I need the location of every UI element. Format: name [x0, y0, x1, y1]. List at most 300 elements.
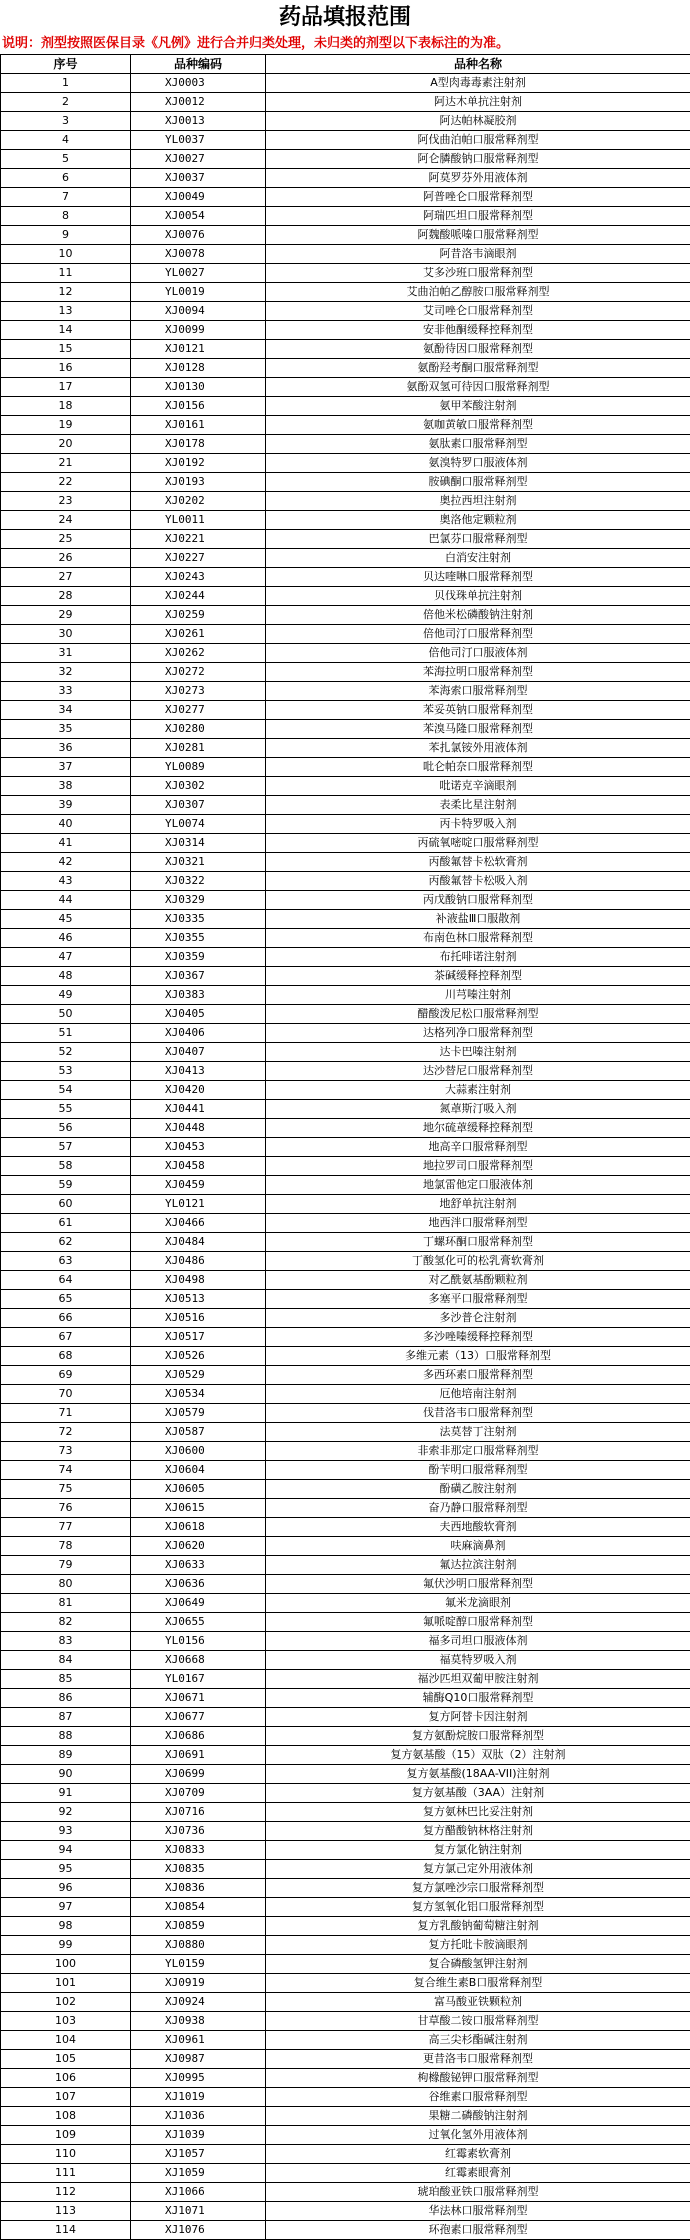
row-serial: 109	[1, 2126, 131, 2145]
row-code: XJ0987	[131, 2050, 266, 2069]
row-code: XJ0600	[131, 1442, 266, 1461]
row-serial: 99	[1, 1936, 131, 1955]
row-name: 氟米龙滴眼剂	[266, 1594, 690, 1613]
table-row	[1, 1860, 690, 1879]
table-row	[1, 967, 690, 986]
row-serial: 98	[1, 1917, 131, 1936]
row-serial: 92	[1, 1803, 131, 1822]
row-name: 苯溴马隆口服常释剂型	[266, 720, 690, 739]
row-code: XJ0192	[131, 454, 266, 473]
table-row	[1, 264, 690, 283]
row-serial: 107	[1, 2088, 131, 2107]
row-code: XJ0995	[131, 2069, 266, 2088]
row-serial: 60	[1, 1195, 131, 1214]
row-serial: 49	[1, 986, 131, 1005]
row-name: 吡仑帕奈口服常释剂型	[266, 758, 690, 777]
row-code: XJ0691	[131, 1746, 266, 1765]
row-name: 丙卡特罗吸入剂	[266, 815, 690, 834]
row-name: 达沙替尼口服常释剂型	[266, 1062, 690, 1081]
row-code: XJ0699	[131, 1765, 266, 1784]
row-name: 伐昔洛韦口服常释剂型	[266, 1404, 690, 1423]
row-serial: 83	[1, 1632, 131, 1651]
row-name: 福多司坦口服液体剂	[266, 1632, 690, 1651]
row-code: XJ0604	[131, 1461, 266, 1480]
row-name: 奥洛他定颗粒剂	[266, 511, 690, 530]
row-serial: 14	[1, 321, 131, 340]
row-name: 丙酸氟替卡松软膏剂	[266, 853, 690, 872]
table-body	[1, 74, 690, 2240]
row-name: 多西环素口服常释剂型	[266, 1366, 690, 1385]
row-code: XJ0620	[131, 1537, 266, 1556]
header-serial: 序号	[1, 55, 131, 74]
table-row	[1, 188, 690, 207]
row-code: XJ0405	[131, 1005, 266, 1024]
row-serial: 46	[1, 929, 131, 948]
row-code: XJ0406	[131, 1024, 266, 1043]
row-code: XJ0498	[131, 1271, 266, 1290]
table-row	[1, 2107, 690, 2126]
row-code: YL0011	[131, 511, 266, 530]
row-name: 氨咖黄敏口服常释剂型	[266, 416, 690, 435]
row-serial: 51	[1, 1024, 131, 1043]
row-serial: 12	[1, 283, 131, 302]
row-name: 贝达喹啉口服常释剂型	[266, 568, 690, 587]
row-name: 倍他米松磷酸钠注射剂	[266, 606, 690, 625]
row-serial: 102	[1, 1993, 131, 2012]
table-row	[1, 1575, 690, 1594]
table-row	[1, 758, 690, 777]
row-code: XJ0321	[131, 853, 266, 872]
table-row	[1, 74, 690, 93]
row-code: XJ0221	[131, 530, 266, 549]
table-row	[1, 1461, 690, 1480]
row-name: 川芎嗪注射剂	[266, 986, 690, 1005]
row-code: XJ0671	[131, 1689, 266, 1708]
row-serial: 1	[1, 74, 131, 93]
row-serial: 56	[1, 1119, 131, 1138]
row-serial: 87	[1, 1708, 131, 1727]
row-serial: 45	[1, 910, 131, 929]
row-serial: 30	[1, 625, 131, 644]
row-code: XJ0484	[131, 1233, 266, 1252]
row-name: 丙硫氧嘧啶口服常释剂型	[266, 834, 690, 853]
table-row	[1, 777, 690, 796]
row-name: 复方氨基酸(18AA-VII)注射剂	[266, 1765, 690, 1784]
row-code: XJ0027	[131, 150, 266, 169]
row-code: XJ0359	[131, 948, 266, 967]
row-code: XJ0329	[131, 891, 266, 910]
table-row	[1, 948, 690, 967]
row-serial: 10	[1, 245, 131, 264]
row-name: 阿普唑仑口服常释剂型	[266, 188, 690, 207]
row-serial: 55	[1, 1100, 131, 1119]
table-row	[1, 1157, 690, 1176]
table-row	[1, 1784, 690, 1803]
table-row	[1, 1765, 690, 1784]
row-serial: 114	[1, 2221, 131, 2240]
row-code: XJ0924	[131, 1993, 266, 2012]
row-name: 酚磺乙胺注射剂	[266, 1480, 690, 1499]
table-row	[1, 1062, 690, 1081]
table-row	[1, 1708, 690, 1727]
table-row	[1, 1043, 690, 1062]
row-code: XJ0244	[131, 587, 266, 606]
table-row	[1, 1651, 690, 1670]
table-row	[1, 568, 690, 587]
row-code: XJ0486	[131, 1252, 266, 1271]
row-name: 氨溴特罗口服液体剂	[266, 454, 690, 473]
row-code: YL0037	[131, 131, 266, 150]
page-title: 药品填报范围	[0, 0, 690, 34]
row-serial: 19	[1, 416, 131, 435]
row-serial: 80	[1, 1575, 131, 1594]
row-name: 阿昔洛韦滴眼剂	[266, 245, 690, 264]
table-row	[1, 1366, 690, 1385]
row-serial: 73	[1, 1442, 131, 1461]
table-row	[1, 283, 690, 302]
row-code: XJ0277	[131, 701, 266, 720]
row-name: 过氧化氢外用液体剂	[266, 2126, 690, 2145]
row-code: XJ0458	[131, 1157, 266, 1176]
row-serial: 53	[1, 1062, 131, 1081]
row-serial: 37	[1, 758, 131, 777]
table-row	[1, 910, 690, 929]
table-row	[1, 815, 690, 834]
row-code: XJ0668	[131, 1651, 266, 1670]
row-name: 复合磷酸氢钾注射剂	[266, 1955, 690, 1974]
table-row	[1, 929, 690, 948]
table-row	[1, 473, 690, 492]
row-serial: 33	[1, 682, 131, 701]
table-row	[1, 1119, 690, 1138]
row-code: XJ0013	[131, 112, 266, 131]
row-serial: 7	[1, 188, 131, 207]
row-serial: 61	[1, 1214, 131, 1233]
row-code: XJ0407	[131, 1043, 266, 1062]
table-row	[1, 1252, 690, 1271]
row-code: XJ0314	[131, 834, 266, 853]
row-serial: 70	[1, 1385, 131, 1404]
row-name: 苯妥英钠口服常释剂型	[266, 701, 690, 720]
row-name: 达格列净口服常释剂型	[266, 1024, 690, 1043]
row-code: XJ0516	[131, 1309, 266, 1328]
row-serial: 112	[1, 2183, 131, 2202]
row-name: 地高辛口服常释剂型	[266, 1138, 690, 1157]
drug-table	[0, 54, 690, 2240]
row-code: YL0167	[131, 1670, 266, 1689]
row-serial: 64	[1, 1271, 131, 1290]
table-row	[1, 2069, 690, 2088]
row-serial: 78	[1, 1537, 131, 1556]
row-serial: 67	[1, 1328, 131, 1347]
row-serial: 3	[1, 112, 131, 131]
table-row	[1, 397, 690, 416]
table-row	[1, 2183, 690, 2202]
table-row	[1, 1613, 690, 1632]
table-row	[1, 2050, 690, 2069]
row-serial: 108	[1, 2107, 131, 2126]
table-row	[1, 245, 690, 264]
row-code: XJ0012	[131, 93, 266, 112]
table-row	[1, 1670, 690, 1689]
row-code: YL0027	[131, 264, 266, 283]
row-name: 氟哌啶醇口服常释剂型	[266, 1613, 690, 1632]
row-code: XJ1071	[131, 2202, 266, 2221]
table-row	[1, 1138, 690, 1157]
row-code: XJ0128	[131, 359, 266, 378]
row-name: 琥珀酸亚铁口服常释剂型	[266, 2183, 690, 2202]
row-name: 倍他司汀口服液体剂	[266, 644, 690, 663]
row-name: 氮䓬斯汀吸入剂	[266, 1100, 690, 1119]
row-serial: 54	[1, 1081, 131, 1100]
row-code: YL0019	[131, 283, 266, 302]
table-row	[1, 169, 690, 188]
row-code: XJ0736	[131, 1822, 266, 1841]
table-row	[1, 321, 690, 340]
row-serial: 52	[1, 1043, 131, 1062]
table-row	[1, 340, 690, 359]
row-code: XJ0579	[131, 1404, 266, 1423]
table-row	[1, 1746, 690, 1765]
row-serial: 62	[1, 1233, 131, 1252]
table-row	[1, 492, 690, 511]
table-row	[1, 853, 690, 872]
row-name: 丁螺环酮口服常释剂型	[266, 1233, 690, 1252]
row-code: XJ0243	[131, 568, 266, 587]
row-serial: 65	[1, 1290, 131, 1309]
row-name: 地拉罗司口服常释剂型	[266, 1157, 690, 1176]
row-code: XJ0633	[131, 1556, 266, 1575]
row-serial: 47	[1, 948, 131, 967]
table-row	[1, 872, 690, 891]
table-row	[1, 549, 690, 568]
row-name: 多沙唑嗪缓释控释剂型	[266, 1328, 690, 1347]
table-row	[1, 226, 690, 245]
row-code: XJ1036	[131, 2107, 266, 2126]
table-row	[1, 663, 690, 682]
row-code: XJ0453	[131, 1138, 266, 1157]
row-name: 丁酸氢化可的松乳膏软膏剂	[266, 1252, 690, 1271]
row-serial: 29	[1, 606, 131, 625]
row-serial: 105	[1, 2050, 131, 2069]
row-name: 非索非那定口服常释剂型	[266, 1442, 690, 1461]
row-serial: 50	[1, 1005, 131, 1024]
row-serial: 39	[1, 796, 131, 815]
row-code: XJ0466	[131, 1214, 266, 1233]
row-serial: 57	[1, 1138, 131, 1157]
row-code: XJ0156	[131, 397, 266, 416]
row-code: XJ0273	[131, 682, 266, 701]
row-code: XJ0513	[131, 1290, 266, 1309]
table-header-row	[1, 55, 690, 74]
row-serial: 22	[1, 473, 131, 492]
note-text: 说明：剂型按照医保目录《凡例》进行合并归类处理，未归类的剂型以下表标注的为准。	[0, 34, 690, 54]
row-serial: 11	[1, 264, 131, 283]
table-row	[1, 378, 690, 397]
table-row	[1, 1005, 690, 1024]
table-row	[1, 1803, 690, 1822]
row-code: XJ0686	[131, 1727, 266, 1746]
row-serial: 15	[1, 340, 131, 359]
row-code: XJ0280	[131, 720, 266, 739]
row-serial: 44	[1, 891, 131, 910]
row-name: 氨肽素口服常释剂型	[266, 435, 690, 454]
table-row	[1, 1556, 690, 1575]
row-code: XJ0302	[131, 777, 266, 796]
row-serial: 88	[1, 1727, 131, 1746]
row-code: XJ0448	[131, 1119, 266, 1138]
table-row	[1, 1347, 690, 1366]
row-serial: 96	[1, 1879, 131, 1898]
row-serial: 82	[1, 1613, 131, 1632]
table-row	[1, 587, 690, 606]
row-name: 更昔洛韦口服常释剂型	[266, 2050, 690, 2069]
row-name: 厄他培南注射剂	[266, 1385, 690, 1404]
row-name: 巴氯芬口服常释剂型	[266, 530, 690, 549]
table-row	[1, 416, 690, 435]
row-code: XJ0534	[131, 1385, 266, 1404]
table-row	[1, 1499, 690, 1518]
row-serial: 69	[1, 1366, 131, 1385]
row-serial: 27	[1, 568, 131, 587]
row-name: 枸橼酸铋钾口服常释剂型	[266, 2069, 690, 2088]
table-row	[1, 112, 690, 131]
row-code: XJ0655	[131, 1613, 266, 1632]
row-name: 多塞平口服常释剂型	[266, 1290, 690, 1309]
table-row	[1, 606, 690, 625]
table-row	[1, 1309, 690, 1328]
row-serial: 13	[1, 302, 131, 321]
row-code: XJ0049	[131, 188, 266, 207]
row-code: XJ0335	[131, 910, 266, 929]
row-name: 复方氯化钠注射剂	[266, 1841, 690, 1860]
table-row	[1, 720, 690, 739]
row-name: 丙戊酸钠口服常释剂型	[266, 891, 690, 910]
row-serial: 43	[1, 872, 131, 891]
row-name: 氟伏沙明口服常释剂型	[266, 1575, 690, 1594]
table-row	[1, 1594, 690, 1613]
table-row	[1, 2088, 690, 2107]
row-name: 阿瑞匹坦口服常释剂型	[266, 207, 690, 226]
table-row	[1, 511, 690, 530]
row-code: XJ0261	[131, 625, 266, 644]
row-serial: 40	[1, 815, 131, 834]
table-row	[1, 1841, 690, 1860]
row-serial: 74	[1, 1461, 131, 1480]
row-code: XJ0193	[131, 473, 266, 492]
row-serial: 113	[1, 2202, 131, 2221]
row-name: 复方氨酚烷胺口服常释剂型	[266, 1727, 690, 1746]
row-code: XJ0178	[131, 435, 266, 454]
row-name: 胺碘酮口服常释剂型	[266, 473, 690, 492]
table-row	[1, 1081, 690, 1100]
row-code: XJ0202	[131, 492, 266, 511]
row-code: XJ0459	[131, 1176, 266, 1195]
row-serial: 18	[1, 397, 131, 416]
table-row	[1, 1214, 690, 1233]
row-code: XJ1057	[131, 2145, 266, 2164]
row-name: 呋麻滴鼻剂	[266, 1537, 690, 1556]
table-row	[1, 1176, 690, 1195]
row-code: XJ0709	[131, 1784, 266, 1803]
table-row	[1, 1727, 690, 1746]
row-name: 贝伐珠单抗注射剂	[266, 587, 690, 606]
table-row	[1, 1936, 690, 1955]
row-code: XJ0854	[131, 1898, 266, 1917]
row-name: 倍他司汀口服常释剂型	[266, 625, 690, 644]
table-row	[1, 1404, 690, 1423]
table-row	[1, 1689, 690, 1708]
row-serial: 101	[1, 1974, 131, 1993]
row-serial: 94	[1, 1841, 131, 1860]
row-serial: 34	[1, 701, 131, 720]
row-name: 多维元素（13）口服常释剂型	[266, 1347, 690, 1366]
row-code: XJ0517	[131, 1328, 266, 1347]
table-row	[1, 435, 690, 454]
table-row	[1, 530, 690, 549]
row-code: XJ0618	[131, 1518, 266, 1537]
row-serial: 91	[1, 1784, 131, 1803]
row-serial: 84	[1, 1651, 131, 1670]
row-serial: 75	[1, 1480, 131, 1499]
row-serial: 31	[1, 644, 131, 663]
row-name: 布托啡诺注射剂	[266, 948, 690, 967]
row-serial: 24	[1, 511, 131, 530]
row-serial: 89	[1, 1746, 131, 1765]
row-name: 补液盐Ⅲ口服散剂	[266, 910, 690, 929]
row-serial: 66	[1, 1309, 131, 1328]
row-serial: 32	[1, 663, 131, 682]
row-name: 夫西地酸软膏剂	[266, 1518, 690, 1537]
row-name: 阿达木单抗注射剂	[266, 93, 690, 112]
table-row	[1, 1974, 690, 1993]
row-name: 复方醋酸钠林格注射剂	[266, 1822, 690, 1841]
row-serial: 41	[1, 834, 131, 853]
row-code: XJ0259	[131, 606, 266, 625]
row-name: 环孢素口服常释剂型	[266, 2221, 690, 2240]
table-row	[1, 1442, 690, 1461]
row-serial: 42	[1, 853, 131, 872]
row-code: XJ0227	[131, 549, 266, 568]
row-name: 吡诺克辛滴眼剂	[266, 777, 690, 796]
row-name: 富马酸亚铁颗粒剂	[266, 1993, 690, 2012]
row-serial: 20	[1, 435, 131, 454]
row-serial: 111	[1, 2164, 131, 2183]
table-row	[1, 682, 690, 701]
row-name: 苯海拉明口服常释剂型	[266, 663, 690, 682]
table-row	[1, 207, 690, 226]
header-code: 品种编码	[131, 55, 266, 74]
table-row	[1, 1233, 690, 1252]
row-name: 表柔比星注射剂	[266, 796, 690, 815]
row-serial: 86	[1, 1689, 131, 1708]
table-row	[1, 1898, 690, 1917]
row-name: 对乙酰氨基酚颗粒剂	[266, 1271, 690, 1290]
row-serial: 72	[1, 1423, 131, 1442]
row-name: 达卡巴嗪注射剂	[266, 1043, 690, 1062]
table-row	[1, 986, 690, 1005]
table-row	[1, 644, 690, 663]
row-serial: 81	[1, 1594, 131, 1613]
row-code: XJ0587	[131, 1423, 266, 1442]
row-code: XJ0605	[131, 1480, 266, 1499]
row-code: XJ0037	[131, 169, 266, 188]
row-name: 复方氨基酸（15）双肽（2）注射剂	[266, 1746, 690, 1765]
row-name: 复方氯唑沙宗口服常释剂型	[266, 1879, 690, 1898]
row-code: XJ0833	[131, 1841, 266, 1860]
row-code: XJ1076	[131, 2221, 266, 2240]
table-row	[1, 1423, 690, 1442]
